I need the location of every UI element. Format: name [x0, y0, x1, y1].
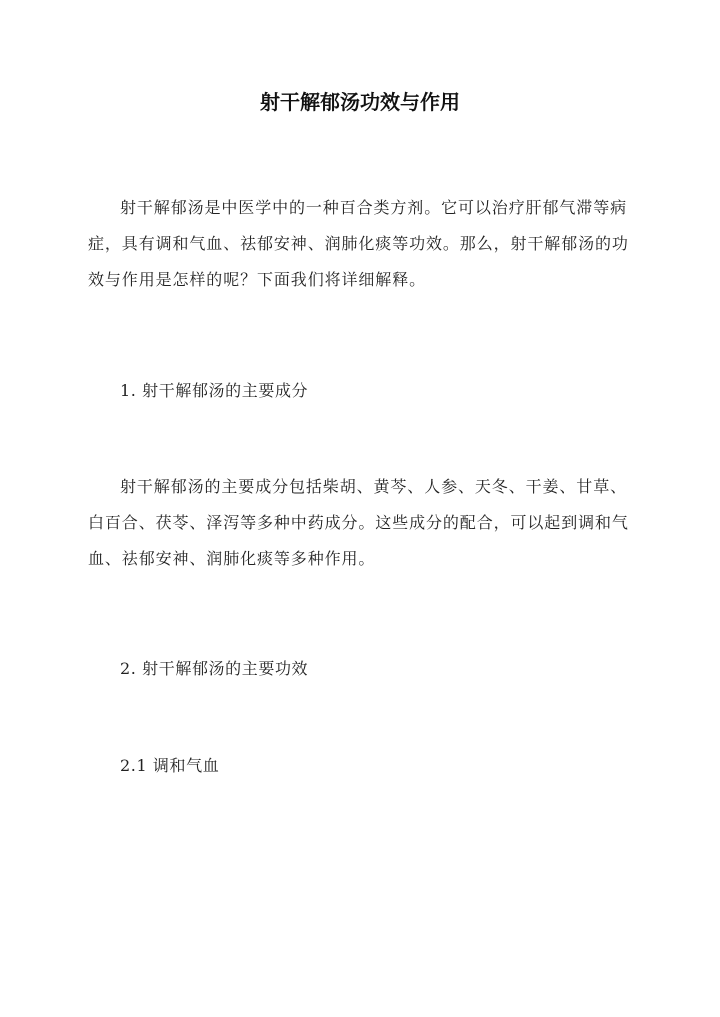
- section-1-paragraph: 射干解郁汤的主要成分包括柴胡、黄芩、人参、天冬、干姜、甘草、白百合、茯苓、泽泻等多种中药成分。这些成分的配合，可以起到调和气血、祛郁安神、润肺化痰等多种作用。: [88, 477, 629, 568]
- section-2-1-heading: 2.1 调和气血: [120, 756, 220, 775]
- intro-paragraph: 射干解郁汤是中医学中的一种百合类方剂。它可以治疗肝郁气滞等病症，具有调和气血、祛郁安神、润肺化痰等功效。那么，射干解郁汤的功效与作用是怎样的呢？下面我们将详细解释。: [88, 198, 629, 289]
- document-title: 射干解郁汤功效与作用: [260, 90, 460, 114]
- section-2-heading: 2. 射干解郁汤的主要功效: [120, 659, 309, 678]
- section-1-heading: 1. 射干解郁汤的主要成分: [120, 381, 309, 400]
